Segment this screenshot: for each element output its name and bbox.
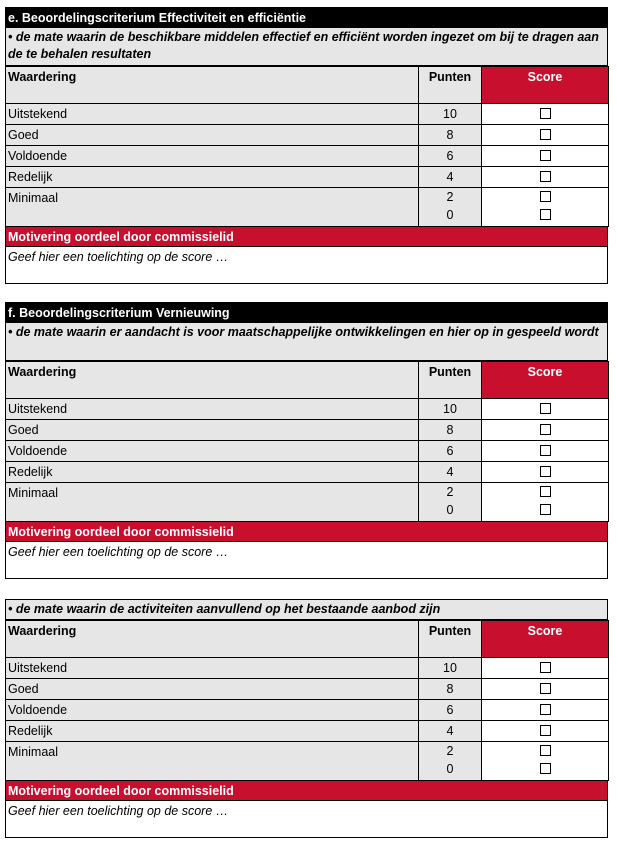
rating-label-redelijk: Redelijk — [6, 167, 419, 188]
rating-label-uitstekend: Uitstekend — [6, 104, 419, 125]
rating-points: 0 — [446, 503, 454, 517]
rating-points-minimaal — [419, 483, 482, 522]
score-checkbox[interactable] — [540, 504, 551, 515]
rating-points: 6 — [419, 146, 482, 167]
score-checkbox[interactable] — [540, 403, 551, 414]
rating-points: 2 — [446, 190, 454, 204]
explanation-field[interactable]: Geef hier een toelichting op de score … — [5, 801, 608, 838]
rating-points-minimaal — [419, 742, 482, 781]
rating-points: 2 — [446, 485, 454, 499]
rating-points: 4 — [419, 167, 482, 188]
rating-points: 4 — [419, 462, 482, 483]
rating-label-redelijk: Redelijk — [6, 721, 419, 742]
score-checkbox[interactable] — [540, 486, 551, 497]
score-checkbox[interactable] — [540, 725, 551, 736]
section-title: e. Beoordelingscriterium Effectiviteit en efficiëntie — [5, 7, 608, 28]
score-checkbox[interactable] — [540, 424, 551, 435]
rating-points: 6 — [419, 441, 482, 462]
col-punten: Punten — [419, 621, 482, 658]
score-checkbox[interactable] — [540, 662, 551, 673]
score-checkbox[interactable] — [540, 171, 551, 182]
col-waardering: Waardering — [6, 362, 419, 399]
score-checkbox[interactable] — [540, 191, 551, 202]
score-checkbox[interactable] — [540, 745, 551, 756]
rating-label-voldoende: Voldoende — [6, 700, 419, 721]
col-score: Score — [482, 67, 609, 104]
rating-points: 0 — [446, 208, 454, 222]
rating-label-goed: Goed — [6, 679, 419, 700]
col-score: Score — [482, 621, 609, 658]
rating-points: 10 — [419, 104, 482, 125]
col-waardering: Waardering — [6, 67, 419, 104]
rating-points-minimaal — [419, 188, 482, 227]
criterion-text: • de mate waarin er aandacht is voor maatschappelijke ontwikkelingen en hier op in gespeeld wordt — [5, 323, 608, 361]
rating-label-minimaal: Minimaal — [6, 742, 419, 781]
rating-table — [5, 66, 609, 227]
rating-points: 8 — [419, 679, 482, 700]
motivation-header: Motivering oordeel door commissielid — [5, 522, 608, 542]
rating-table — [5, 620, 609, 781]
rating-points: 4 — [419, 721, 482, 742]
rating-points: 0 — [446, 762, 454, 776]
rating-points: 10 — [419, 399, 482, 420]
score-checkbox[interactable] — [540, 704, 551, 715]
score-checkbox[interactable] — [540, 150, 551, 161]
col-waardering: Waardering — [6, 621, 419, 658]
score-checkbox[interactable] — [540, 129, 551, 140]
rating-label-minimaal: Minimaal — [6, 188, 419, 227]
explanation-field[interactable]: Geef hier een toelichting op de score … — [5, 247, 608, 284]
explanation-field[interactable]: Geef hier een toelichting op de score … — [5, 542, 608, 579]
criterion-text: • de mate waarin de activiteiten aanvullend op het bestaande aanbod zijn — [5, 599, 608, 620]
score-checkbox[interactable] — [540, 466, 551, 477]
rating-points: 6 — [419, 700, 482, 721]
rating-label-uitstekend: Uitstekend — [6, 399, 419, 420]
rating-label-uitstekend: Uitstekend — [6, 658, 419, 679]
section-g — [5, 599, 608, 838]
section-f — [5, 302, 608, 579]
rating-table — [5, 361, 609, 522]
score-checkbox[interactable] — [540, 108, 551, 119]
col-punten: Punten — [419, 67, 482, 104]
rating-points: 10 — [419, 658, 482, 679]
rating-points: 8 — [419, 420, 482, 441]
score-checkbox[interactable] — [540, 763, 551, 774]
rating-label-minimaal: Minimaal — [6, 483, 419, 522]
rating-points: 8 — [419, 125, 482, 146]
criterion-text: • de mate waarin de beschikbare middelen effectief en efficiënt worden ingezet om bij te dragen aan de te behalen resultaten — [5, 28, 608, 66]
rating-label-goed: Goed — [6, 125, 419, 146]
score-checkbox[interactable] — [540, 209, 551, 220]
score-checkbox[interactable] — [540, 683, 551, 694]
col-punten: Punten — [419, 362, 482, 399]
motivation-header: Motivering oordeel door commissielid — [5, 227, 608, 247]
score-checkbox[interactable] — [540, 445, 551, 456]
rating-label-redelijk: Redelijk — [6, 462, 419, 483]
section-title: f. Beoordelingscriterium Vernieuwing — [5, 302, 608, 323]
rating-label-voldoende: Voldoende — [6, 441, 419, 462]
rating-points: 2 — [446, 744, 454, 758]
col-score: Score — [482, 362, 609, 399]
rating-label-goed: Goed — [6, 420, 419, 441]
motivation-header: Motivering oordeel door commissielid — [5, 781, 608, 801]
rating-label-voldoende: Voldoende — [6, 146, 419, 167]
section-e — [5, 7, 608, 284]
